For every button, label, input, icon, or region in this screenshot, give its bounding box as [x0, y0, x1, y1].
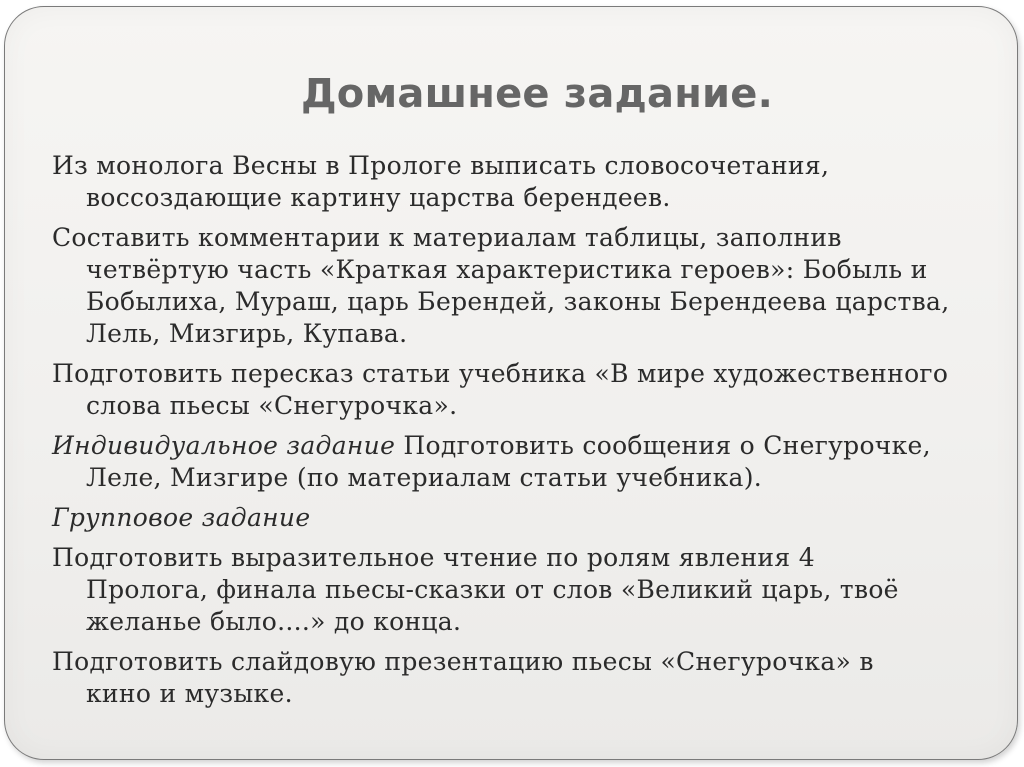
homework-item-1-line-2: воссоздающие картину царства берендеев. — [86, 183, 671, 212]
homework-item-2 — [52, 222, 1002, 350]
slide-body — [52, 150, 1002, 718]
homework-item-2-line-4: Лель, Мизгирь, Купава. — [86, 319, 408, 348]
individual-task-text: Подготовить сообщения о Снегурочке, — [395, 431, 931, 460]
homework-item-individual — [52, 430, 1002, 494]
homework-item-presentation-line-1: Подготовить слайдовую презентацию пьесы «Снегурочка» в — [52, 647, 874, 676]
group-task-label: Групповое задание — [52, 503, 311, 532]
homework-item-presentation-line-2: кино и музыке. — [86, 679, 293, 708]
homework-item-reading — [52, 542, 1002, 638]
homework-item-1-line-1: Из монолога Весны в Прологе выписать словосочетания, — [52, 151, 830, 180]
homework-item-3 — [52, 358, 1002, 422]
homework-item-1 — [52, 150, 1002, 214]
homework-item-reading-line-3: желанье было....» до конца. — [86, 607, 462, 636]
homework-item-individual-line-2: Леле, Мизгире (по материалам статьи учебника). — [86, 463, 762, 492]
homework-item-2-line-2: четвёртую часть «Краткая характеристика героев»: Бобыль и — [86, 255, 928, 284]
homework-item-reading-line-2: Пролога, финала пьесы-сказки от слов «Великий царь, твоё — [86, 575, 899, 604]
homework-item-2-line-1: Составить комментарии к материалам таблицы, заполнив — [52, 223, 842, 252]
homework-item-3-line-2: слова пьесы «Снегурочка». — [86, 391, 458, 420]
homework-item-reading-line-1: Подготовить выразительное чтение по ролям явления 4 — [52, 543, 815, 572]
individual-task-label: Индивидуальное задание — [52, 431, 396, 460]
homework-item-2-line-3: Бобылиха, Мураш, царь Берендей, законы Берендеева царства, — [86, 287, 950, 316]
slide-title — [0, 66, 1024, 122]
slide-title-text: Домашнее задание. — [300, 71, 773, 117]
homework-item-individual-line-1 — [52, 430, 1002, 462]
homework-item-presentation — [52, 646, 1002, 710]
group-task-heading — [52, 502, 1002, 534]
homework-item-3-line-1: Подготовить пересказ статьи учебника «В мире художественного — [52, 359, 949, 388]
